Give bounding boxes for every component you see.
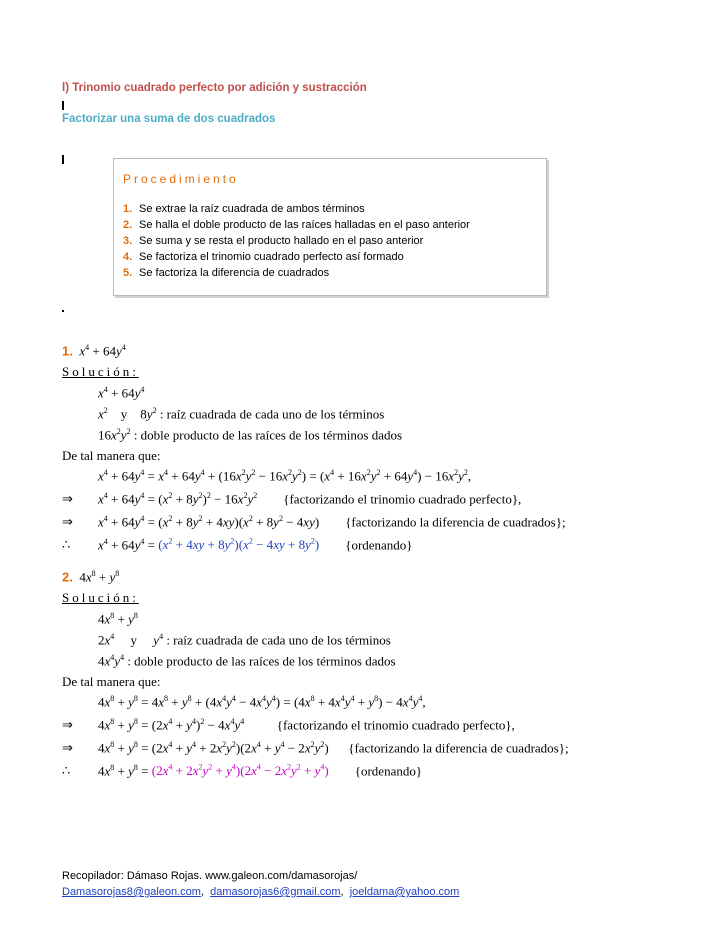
procedure-title: Procedimiento [123, 172, 239, 186]
ex2-step1: $4x^8 + y^8 = 4x^8 + y^8 + (4x^4y^4 - 4x^4y^4) = (4x^8 + 4x^4y^4 + y^8) - 4x^4y^4$, [98, 694, 426, 710]
ex2-step2: $4x^8 + y^8 = (2x^4 + y^4)^2 - 4x^4y^4$ {factorizando el trinomio cuadrado perfecto}, [98, 717, 515, 733]
ex1-step2: $x^4 + 64y^4 = (x^2 + 8y^2)^2 - 16x^2y^2$ {factorizando el trinomio cuadrado perfecto}, [98, 491, 522, 507]
footer-emails: Damasorojas8@galeon.com, damasorojas6@gmail.com, joeldama@yahoo.com [62, 886, 460, 898]
step-item: 3. Se suma y se resta el producto hallado en el paso anterior [123, 235, 424, 247]
therefore-icon: ∴ [62, 763, 71, 778]
dot [62, 310, 64, 312]
subsection-heading: Factorizar una suma de dos cuadrados [62, 113, 276, 125]
step-item: 4. Se factoriza el trinomio cuadrado perfecto así formado [123, 251, 404, 263]
ex1-roots: $x^2$ y $8y^2$ : raíz cuadrada de cada uno de los términos [98, 406, 385, 422]
ex2-expression: $4x^8 + y^8$ [98, 611, 138, 627]
ex1-step3: $x^4 + 64y^4 = (x^2 + 8y^2 + 4xy)(x^2 + 8y^2 - 4xy)$ {factorizando la diferencia de cuadrados}; [98, 514, 566, 530]
example-2-statement: 2. $4x^8 + y^8$ [62, 569, 120, 585]
implies-icon: ⇒ [62, 717, 73, 732]
ex1-step4: $x^4 + 64y^4 = (x^2 + 4xy + 8y^2)(x^2 - 4xy + 8y^2)$ {ordenando} [98, 537, 413, 553]
ex2-step3: $4x^8 + y^8 = (2x^4 + y^4 + 2x^2y^2)(2x^4 + y^4 - 2x^2y^2)$ {factorizando la diferencia de cuadrados}; [98, 740, 569, 756]
de-tal-manera: De tal manera que: [62, 674, 161, 689]
implies-icon: ⇒ [62, 740, 73, 755]
marker [62, 155, 64, 164]
ex2-step4: $4x^8 + y^8 = (2x^4 + 2x^2y^2 + y^4)(2x^4 - 2x^2y^2 + y^4)$ {ordenando} [98, 763, 423, 779]
ex2-product: $4x^4y^4$ : doble producto de las raíces de los términos dados [98, 653, 396, 669]
footer-credit: Recopilador: Dámaso Rojas. www.galeon.com/damasorojas/ [62, 870, 358, 882]
solution-label: Solución: [62, 590, 139, 605]
example-1-statement: 1. $x^4 + 64y^4$ [62, 343, 126, 359]
ex1-product: $16x^2y^2$ : doble producto de las raíces de los términos dados [98, 427, 403, 443]
procedure-steps [123, 201, 470, 281]
implies-icon: ⇒ [62, 491, 73, 506]
step-item: 1. Se extrae la raíz cuadrada de ambos términos [123, 203, 365, 215]
procedure-box [113, 158, 547, 296]
email-link-2[interactable]: damasorojas6@gmail.com [210, 886, 341, 898]
step-item: 2. Se halla el doble producto de las raíces halladas en el paso anterior [123, 219, 470, 231]
email-link-1[interactable]: Damasorojas8@galeon.com [62, 886, 201, 898]
email-link-3[interactable]: joeldama@yahoo.com [349, 886, 460, 898]
de-tal-manera: De tal manera que: [62, 448, 161, 463]
footer [62, 868, 459, 900]
ex2-roots: $2x^4$ y $y^4$ : raíz cuadrada de cada uno de los términos [98, 632, 391, 648]
marker [62, 101, 64, 110]
implies-icon: ⇒ [62, 514, 73, 529]
ex1-expression: $x^4 + 64y^4$ [98, 385, 145, 401]
ex1-step1: $x^4 + 64y^4 = x^4 + 64y^4 + (16x^2y^2 - 16x^2y^2) = (x^4 + 16x^2y^2 + 64y^4) - 16x^2y^2$, [98, 468, 472, 484]
step-item: 5. Se factoriza la diferencia de cuadrados [123, 267, 330, 279]
solution-label: Solución: [62, 364, 139, 379]
therefore-icon: ∴ [62, 537, 71, 552]
section-heading: l) Trinomio cuadrado perfecto por adición y sustracción [62, 82, 367, 94]
